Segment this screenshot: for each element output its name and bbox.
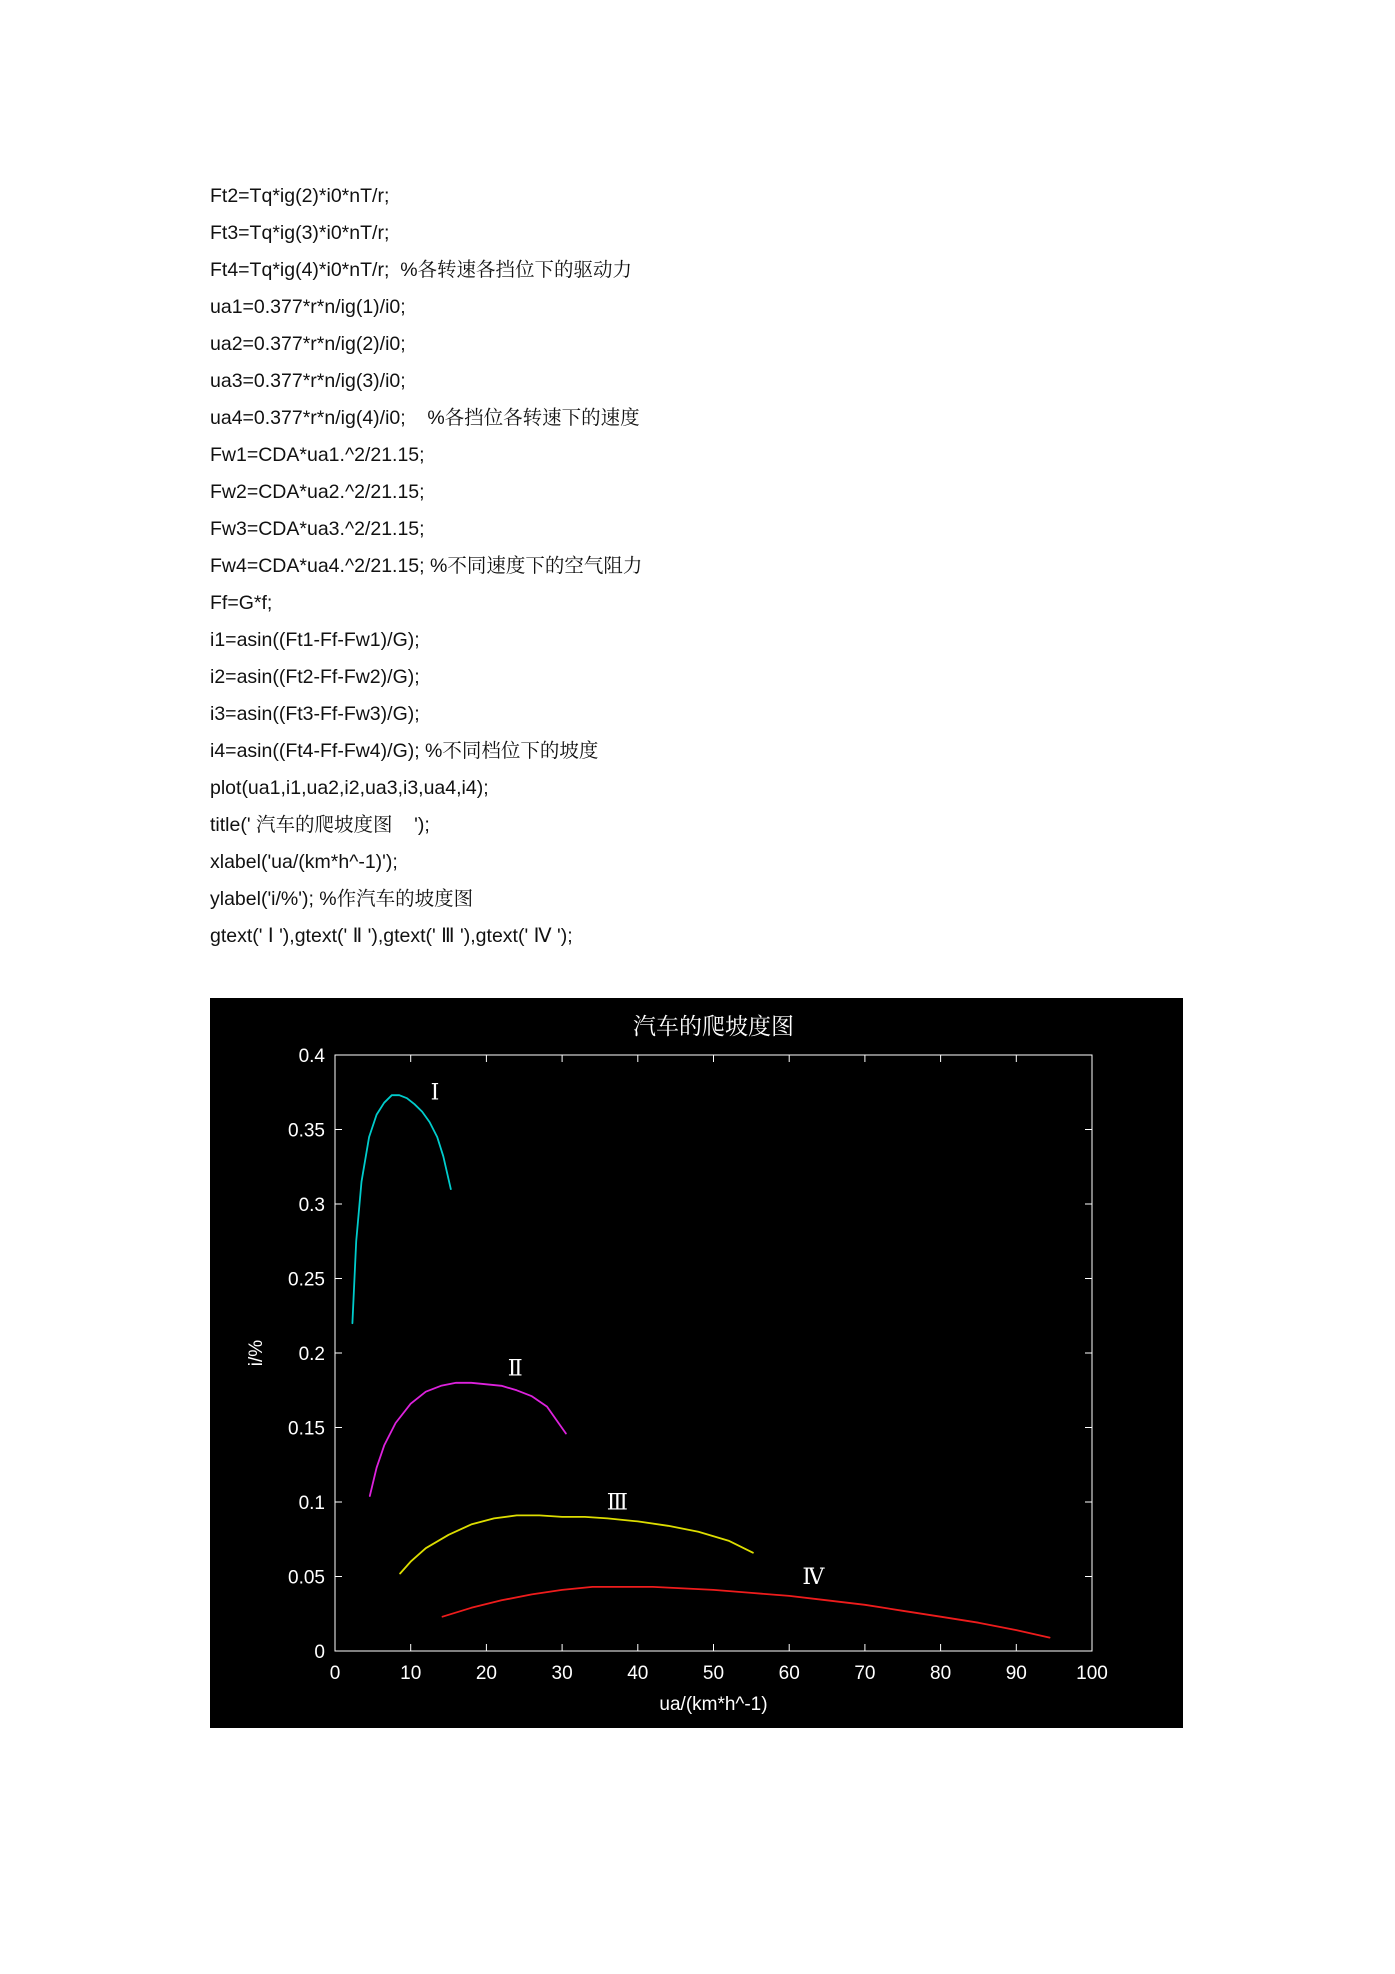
- series-line-1: [352, 1095, 450, 1323]
- x-tick-label: 0: [329, 1663, 341, 1684]
- code-line: Ft3=Tq*ig(3)*i0*nT/r;: [210, 222, 390, 244]
- x-tick-label: 90: [1005, 1663, 1027, 1684]
- y-tick-label: 0.35: [288, 1120, 325, 1142]
- code-line: Ft4=Tq*ig(4)*i0*nT/r; %各转速各挡位下的驱动力: [210, 259, 633, 281]
- code-line: i1=asin((Ft1-Ff-Fw1)/G);: [210, 629, 420, 651]
- y-tick-label: 0.3: [298, 1195, 325, 1216]
- curve-annotation: Ⅳ: [802, 1563, 825, 1589]
- x-tick-label: 50: [702, 1663, 725, 1684]
- code-line: xlabel('ua/(km*h^-1)');: [210, 851, 398, 873]
- code-listing: [210, 178, 642, 955]
- code-line: Fw3=CDA*ua3.^2/21.15;: [210, 518, 425, 540]
- x-tick-label: 10: [400, 1663, 422, 1684]
- code-line: Fw2=CDA*ua2.^2/21.15;: [210, 481, 425, 503]
- y-tick-label: 0.25: [288, 1269, 325, 1291]
- code-line: i4=asin((Ft4-Ff-Fw4)/G); %不同档位下的坡度: [210, 740, 599, 762]
- code-line: Fw1=CDA*ua1.^2/21.15;: [210, 444, 425, 466]
- axes-box: [335, 1055, 1092, 1651]
- y-tick-label: 0.4: [298, 1046, 325, 1067]
- code-line: ua2=0.377*r*n/ig(2)/i0;: [210, 333, 406, 355]
- y-tick-label: 0.2: [298, 1344, 325, 1365]
- x-axis-label: ua/(km*h^-1): [659, 1694, 768, 1715]
- series-line-3: [400, 1515, 753, 1573]
- chart-figure: [210, 998, 1183, 1728]
- code-line: ylabel('i/%'); %作汽车的坡度图: [210, 888, 474, 910]
- code-line: i2=asin((Ft2-Ff-Fw2)/G);: [210, 666, 420, 688]
- series-line-2: [370, 1383, 566, 1496]
- x-tick-label: 40: [627, 1663, 649, 1684]
- curve-annotation: Ⅱ: [507, 1355, 523, 1381]
- code-line: gtext(' Ⅰ '),gtext(' Ⅱ '),gtext(' Ⅲ '),gtext(' Ⅳ ');: [210, 925, 573, 947]
- chart-title: 汽车的爬坡度图: [633, 1013, 794, 1039]
- chart-svg: [210, 998, 1183, 1728]
- curve-annotation: Ⅰ: [430, 1079, 440, 1105]
- code-line: ua4=0.377*r*n/ig(4)/i0; %各挡位各转速下的速度: [210, 407, 640, 429]
- code-line: ua1=0.377*r*n/ig(1)/i0;: [210, 296, 406, 318]
- code-line: plot(ua1,i1,ua2,i2,ua3,i3,ua4,i4);: [210, 777, 489, 799]
- x-tick-label: 30: [551, 1663, 573, 1684]
- x-tick-label: 60: [778, 1663, 800, 1684]
- series-line-4: [443, 1587, 1050, 1638]
- code-line: title(' 汽车的爬坡度图 ');: [210, 814, 430, 836]
- y-axis-label: i/%: [246, 1339, 267, 1367]
- x-tick-label: 20: [475, 1663, 497, 1684]
- x-tick-label: 80: [930, 1663, 952, 1684]
- x-tick-label: 100: [1076, 1663, 1108, 1684]
- y-tick-label: 0: [314, 1642, 325, 1663]
- y-tick-label: 0.15: [288, 1418, 325, 1440]
- y-tick-label: 0.1: [298, 1493, 325, 1514]
- code-line: i3=asin((Ft3-Ff-Fw3)/G);: [210, 703, 420, 725]
- code-line: Ff=G*f;: [210, 592, 273, 614]
- code-line: ua3=0.377*r*n/ig(3)/i0;: [210, 370, 406, 392]
- code-line: Fw4=CDA*ua4.^2/21.15; %不同速度下的空气阻力: [210, 555, 643, 577]
- curve-annotation: Ⅲ: [606, 1489, 628, 1515]
- x-tick-label: 70: [854, 1663, 876, 1684]
- y-tick-label: 0.05: [288, 1567, 325, 1589]
- code-line: Ft2=Tq*ig(2)*i0*nT/r;: [210, 185, 390, 207]
